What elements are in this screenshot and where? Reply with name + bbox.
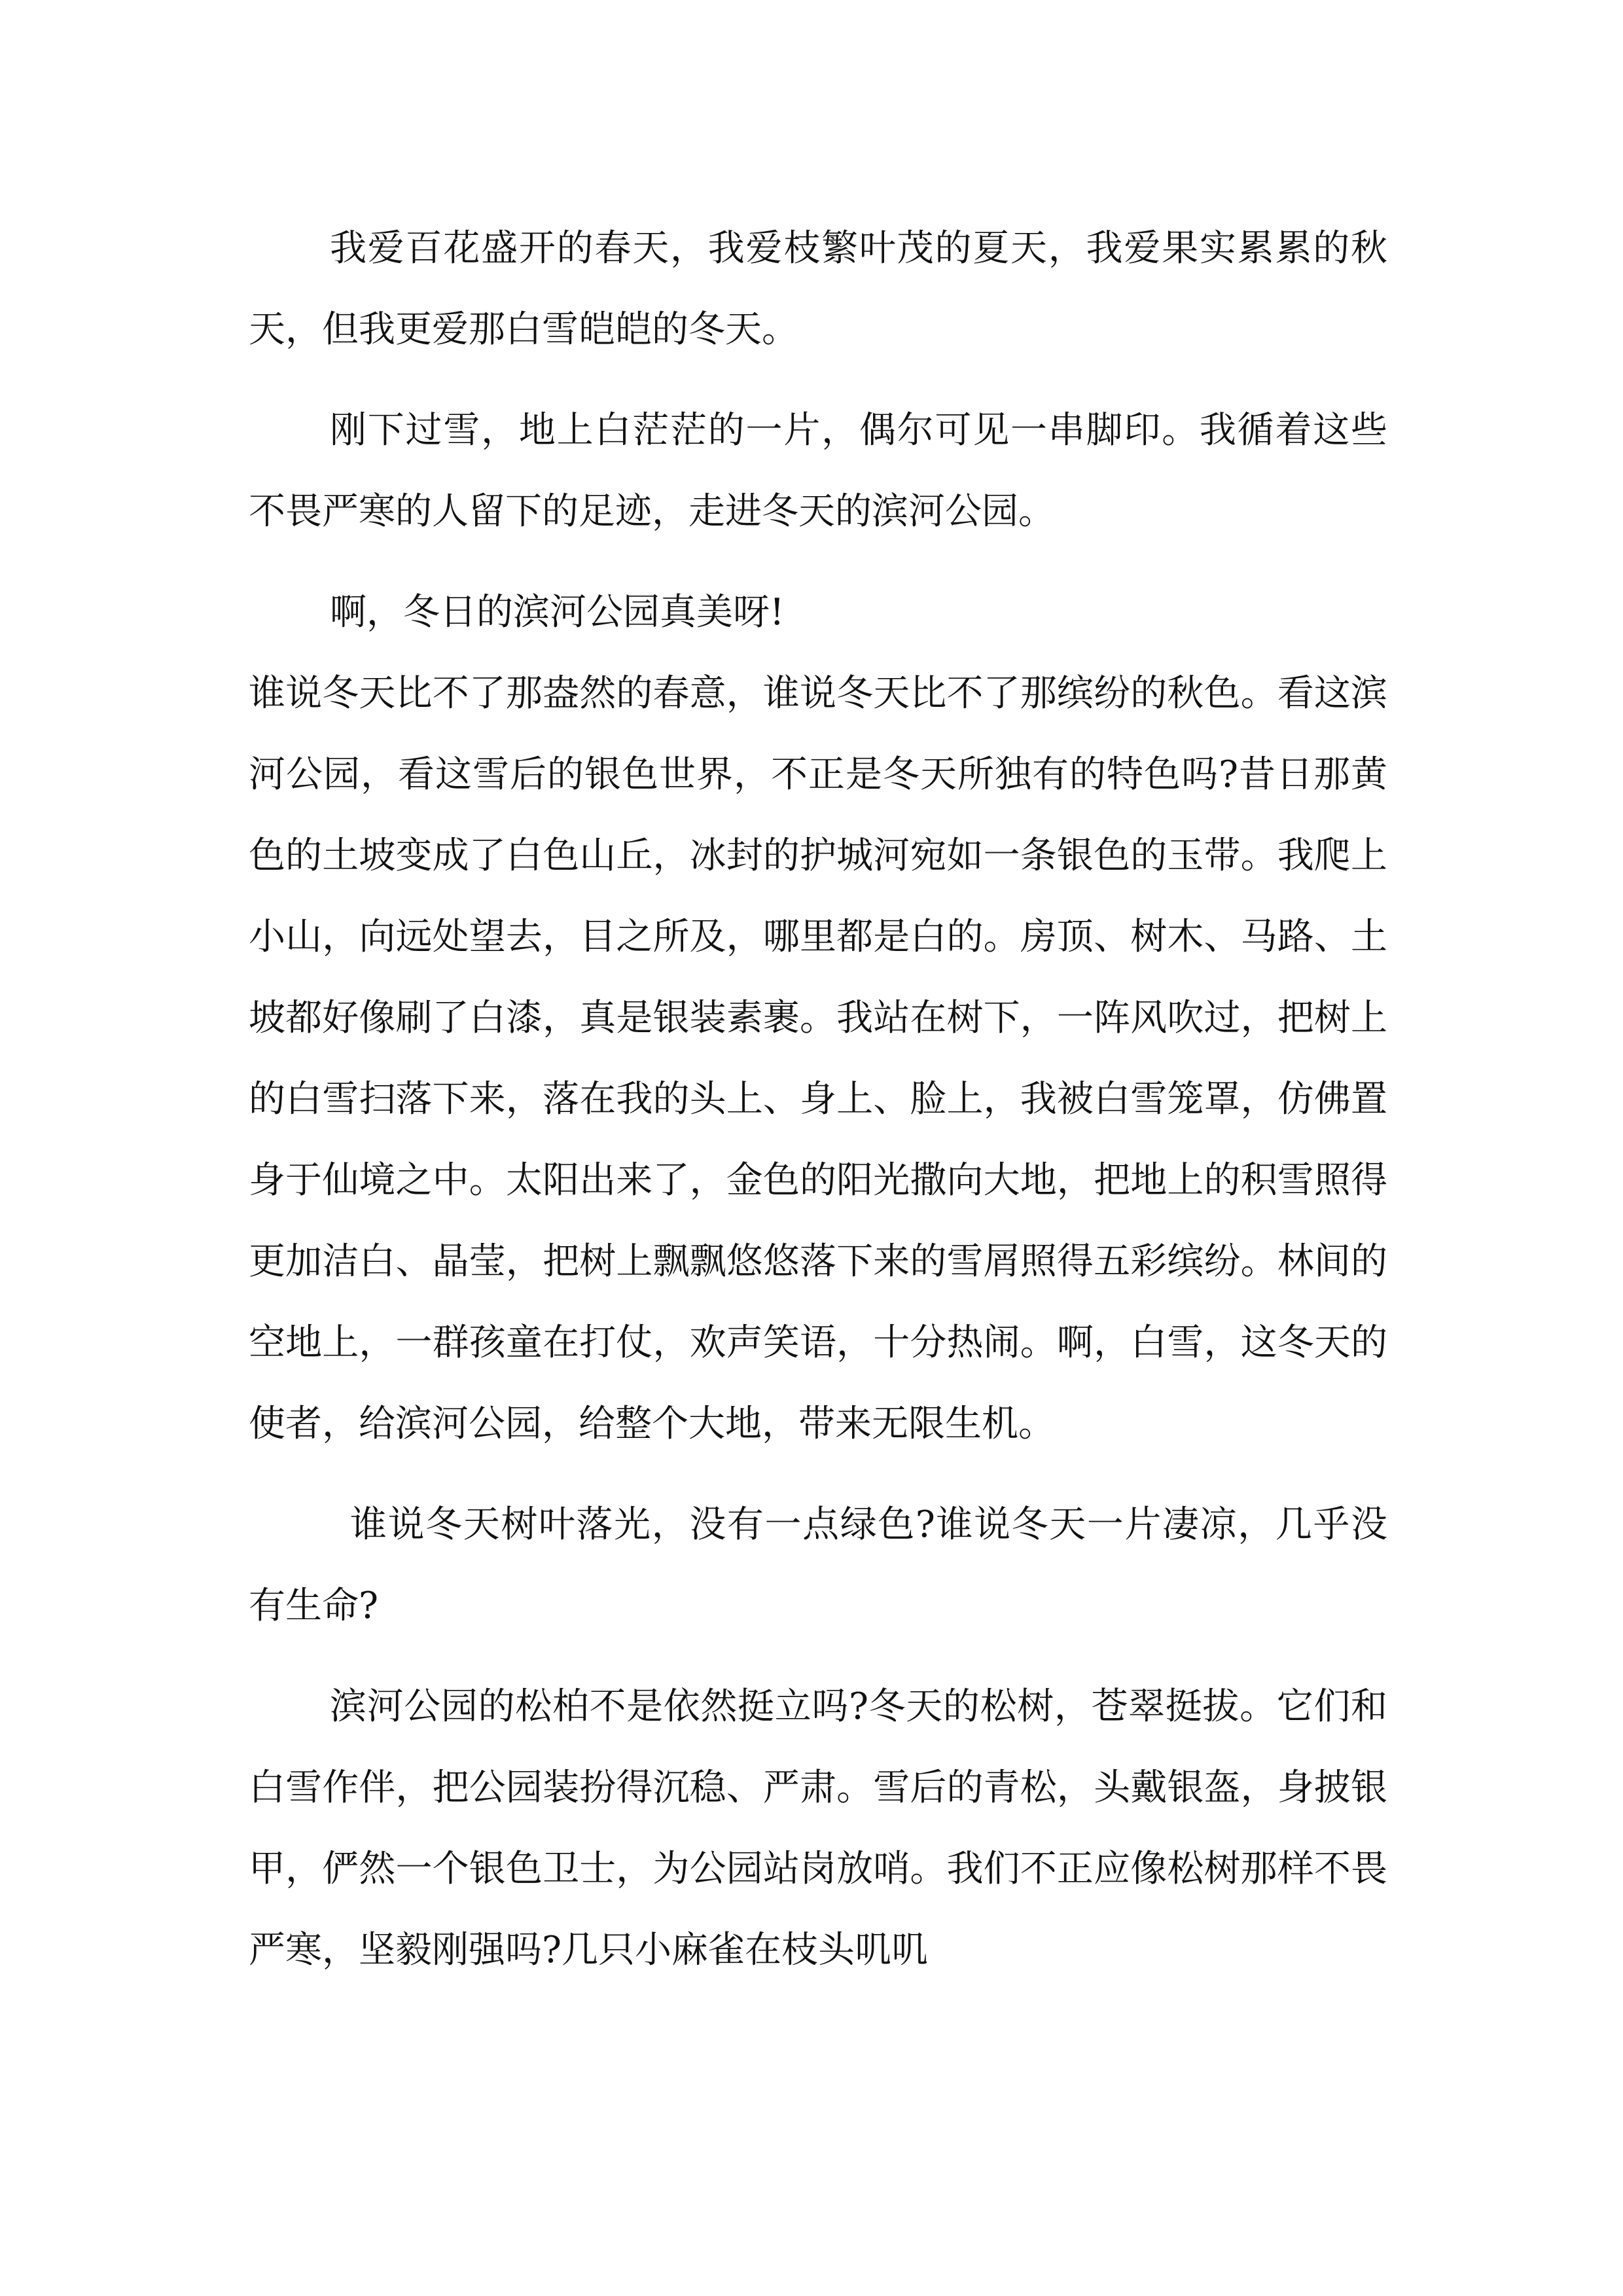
paragraph-4: 谁说冬天比不了那盎然的春意，谁说冬天比不了那缤纷的秋色。看这滨河公园，看这雪后的银色世界，不正是冬天所独有的特色吗?昔日那黄色的土坡变成了白色山丘，冰封的护城河宛如一条银色的玉带。我爬上小山，向远处望去，目之所及，哪里都是白的。房顶、树木、马路、土坡都好像刷了白漆，真是银装素裹。我站在树下，一阵风吹过，把树上的白雪扫落下来，落在我的头上、身上、脸上，我被白雪笼罩，仿佛置身于仙境之中。太阳出来了，金色的阳光撒向大地，把地上的积雪照得更加洁白、晶莹，把树上飘飘悠悠落下来的雪屑照得五彩缤纷。林间的空地上，一群孩童在打仗，欢声笑语，十分热闹。啊，白雪，这冬天的使者，给滨河公园，给整个大地，带来无限生机。 [249, 672, 1387, 1445]
paragraph-6: 滨河公园的松柏不是依然挺立吗?冬天的松树，苍翠挺拔。它们和白雪作伴，把公园装扮得沉稳、严肃。雪后的青松，头戴银盔，身披银甲，俨然一个银色卫士，为公园站岗放哨。我们不正应像松树那样不畏严寒，坚毅刚强吗?几只小麻雀在枝头叽叽 [249, 1685, 1387, 1971]
paragraph-5: 谁说冬天树叶落光，没有一点绿色?谁说冬天一片凄凉，几乎没有生命? [249, 1503, 1387, 1627]
document-body [249, 208, 1387, 2011]
paragraph-1: 我爱百花盛开的春天，我爱枝繁叶茂的夏天，我爱果实累累的秋天，但我更爱那白雪皑皑的冬天。 [249, 227, 1387, 351]
paragraph-3: 啊，冬日的滨河公园真美呀! [330, 591, 785, 634]
paragraph-2: 刚下过雪，地上白茫茫的一片，偶尔可见一串脚印。我循着这些不畏严寒的人留下的足迹，走进冬天的滨河公园。 [249, 409, 1387, 533]
